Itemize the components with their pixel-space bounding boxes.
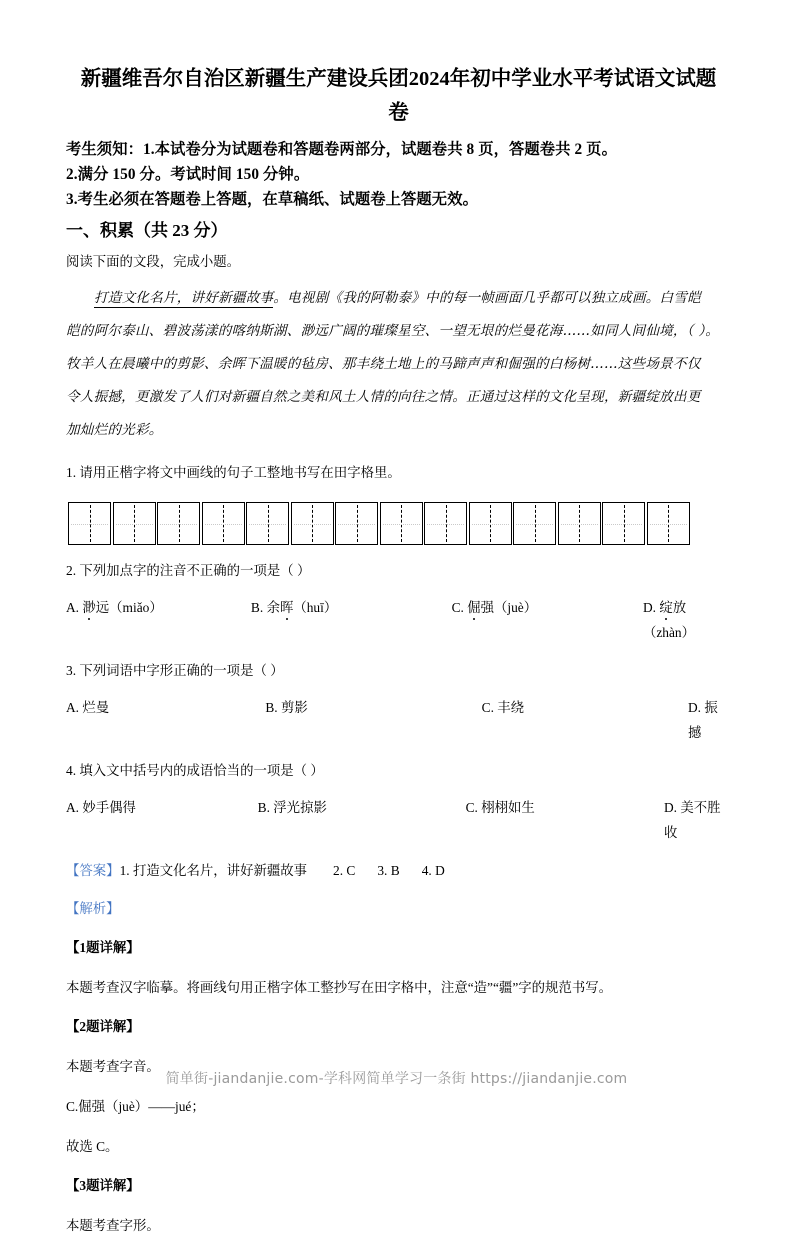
- option-2-d[interactable]: [643, 595, 731, 645]
- option-4-b[interactable]: [258, 795, 466, 845]
- analysis-3-body: 本题考查字形。: [66, 1218, 160, 1233]
- answer-item-3: 3. B: [377, 863, 400, 878]
- option-letter: B.: [265, 700, 278, 715]
- option-letter: C.: [481, 700, 494, 715]
- option-letter: A.: [66, 600, 80, 615]
- option-word: 放: [672, 600, 687, 615]
- tianzige-cell[interactable]: [469, 502, 512, 545]
- question-4-options: [66, 795, 731, 845]
- answer-marker: 【答案】: [66, 863, 120, 878]
- option-text: 剪影: [280, 700, 308, 715]
- option-word: 余: [266, 600, 280, 615]
- dotted-char: 绽: [659, 600, 673, 615]
- dotted-char: 晖: [279, 600, 294, 615]
- option-text: 烂曼: [82, 700, 110, 715]
- option-2-b[interactable]: [251, 595, 452, 645]
- question-3-stem: 3. 下列词语中字形正确的一项是（ ）: [66, 663, 284, 678]
- analysis-1-body: 本题考查汉字临摹。将画线句用正楷字体工整抄写在田字格中，注意“造”“疆”字的规范书写。: [66, 980, 613, 995]
- tianzige-cell[interactable]: [157, 502, 200, 545]
- option-pinyin: （miǎo）: [109, 600, 163, 615]
- tianzige-cell[interactable]: [602, 502, 645, 545]
- tianzige-cell[interactable]: [424, 502, 467, 545]
- option-2-c[interactable]: [452, 595, 643, 645]
- question-2-options: [66, 595, 731, 645]
- tianzige-cell[interactable]: [246, 502, 289, 545]
- tianzige-cell[interactable]: [513, 502, 556, 545]
- option-letter: C.: [451, 600, 464, 615]
- answer-item-4: 4. D: [421, 863, 445, 878]
- analysis-1-head: 【1题详解】: [66, 940, 140, 955]
- tianzige-cell[interactable]: [647, 502, 690, 545]
- option-pinyin: （juè）: [493, 600, 538, 615]
- option-3-c[interactable]: [482, 695, 688, 745]
- tianzige-cell[interactable]: [291, 502, 334, 545]
- option-word: 远: [95, 600, 110, 615]
- tianzige-cell[interactable]: [202, 502, 245, 545]
- question-4-stem: 4. 填入文中括号内的成语恰当的一项是（ ）: [66, 763, 324, 778]
- dotted-char: 渺: [82, 600, 96, 615]
- option-letter: C.: [465, 800, 478, 815]
- tianzige-cell[interactable]: [380, 502, 423, 545]
- notice-line-2: 2.满分 150 分。考试时间 150 分钟。: [66, 166, 310, 183]
- analysis-marker: 【解析】: [66, 901, 120, 916]
- option-2-a[interactable]: [66, 595, 251, 645]
- question-3-options: [66, 695, 731, 745]
- option-pinyin: （huī）: [293, 600, 338, 615]
- question-2-stem: 2. 下列加点字的注音不正确的一项是（ ）: [66, 563, 311, 578]
- option-4-a[interactable]: [66, 795, 258, 845]
- answer-item-2: 2. C: [333, 863, 356, 878]
- question-1-stem: 1. 请用正楷字将文中画线的句子工整地书写在田字格里。: [66, 465, 401, 480]
- option-text: 栩栩如生: [481, 800, 535, 815]
- option-letter: D.: [687, 700, 701, 715]
- option-3-b[interactable]: [265, 695, 481, 745]
- tianzige-grid-wrap: [68, 502, 731, 545]
- option-letter: B.: [257, 800, 270, 815]
- option-letter: A.: [66, 700, 80, 715]
- dotted-char: 倔: [467, 600, 481, 615]
- passage-underlined-sentence: 打造文化名片，讲好新疆故事: [94, 290, 274, 306]
- passage-line-1: [66, 282, 731, 315]
- option-4-c[interactable]: [466, 795, 664, 845]
- option-3-a[interactable]: [66, 695, 265, 745]
- passage-line-4: 令人振撼，更激发了人们对新疆自然之美和风土人情的向往之情。正通过这样的文化呈现，新疆绽放出更: [66, 389, 701, 405]
- section-instruction: 阅读下面的文段，完成小题。: [66, 254, 241, 269]
- tianzige-cell[interactable]: [68, 502, 111, 545]
- analysis-2-detail: C.倔强（juè）——jué；: [66, 1099, 205, 1114]
- tianzige-cell[interactable]: [558, 502, 601, 545]
- option-word: 强: [480, 600, 494, 615]
- section-heading: 一、积累（共 23 分）: [66, 221, 228, 240]
- passage-line-1-rest: 。电视剧《我的阿勒泰》中的每一帧画面几乎都可以独立成画。白雪皑: [273, 290, 701, 306]
- passage-line-2: 皑的阿尔泰山、碧波荡漾的喀纳斯湖、渺远广阔的璀璨星空、一望无垠的烂曼花海……如同人间仙境，（ ）。: [66, 323, 720, 339]
- exam-notice: [66, 137, 731, 212]
- option-text: 丰绕: [497, 700, 525, 715]
- analysis-2-head: 【2题详解】: [66, 1019, 140, 1034]
- tianzige-grid[interactable]: [68, 502, 731, 545]
- option-letter: B.: [250, 600, 264, 615]
- answer-item-1: 1. 打造文化名片，讲好新疆故事: [119, 863, 308, 878]
- passage-line-3: 牧羊人在晨曦中的剪影、余晖下温暖的毡房、那丰绕土地上的马蹄声声和倔强的白杨树……这些场景不仅: [66, 356, 701, 372]
- option-text: 浮光掠影: [273, 800, 327, 815]
- option-4-d[interactable]: [664, 795, 731, 845]
- passage-line-5: 加灿烂的光彩。: [66, 422, 163, 438]
- notice-line-1: 考生须知：1.本试卷分为试题卷和答题卷两部分，试题卷共 8 页，答题卷共 2 页。: [66, 141, 617, 158]
- option-text: 美不胜收: [663, 800, 721, 840]
- analysis-3-head: 【3题详解】: [66, 1178, 140, 1193]
- option-letter: D.: [642, 600, 656, 615]
- analysis-2-body: 本题考查字音。: [66, 1059, 160, 1074]
- analysis-2-conclusion: 故选 C。: [66, 1139, 119, 1154]
- option-text: 妙手偶得: [82, 800, 136, 815]
- analysis-marker-line: [66, 896, 731, 921]
- tianzige-cell[interactable]: [335, 502, 378, 545]
- footer-watermark: 简单街-jiandanjie.com-学科网简单学习一条街 https://jiandanjie.com: [165, 1071, 628, 1087]
- option-pinyin: （zhàn）: [642, 625, 696, 640]
- option-letter: A.: [66, 800, 80, 815]
- option-3-d[interactable]: [688, 695, 731, 745]
- option-letter: D.: [663, 800, 677, 815]
- reading-passage: [66, 282, 731, 447]
- option-text: 振撼: [687, 700, 718, 740]
- notice-line-3: 3.考生必须在答题卷上答题，在草稿纸、试题卷上答题无效。: [66, 191, 478, 208]
- page-title: 新疆维吾尔自治区新疆生产建设兵团2024年初中学业水平考试语文试题卷: [80, 68, 717, 124]
- answer-line: [66, 858, 731, 883]
- tianzige-cell[interactable]: [113, 502, 156, 545]
